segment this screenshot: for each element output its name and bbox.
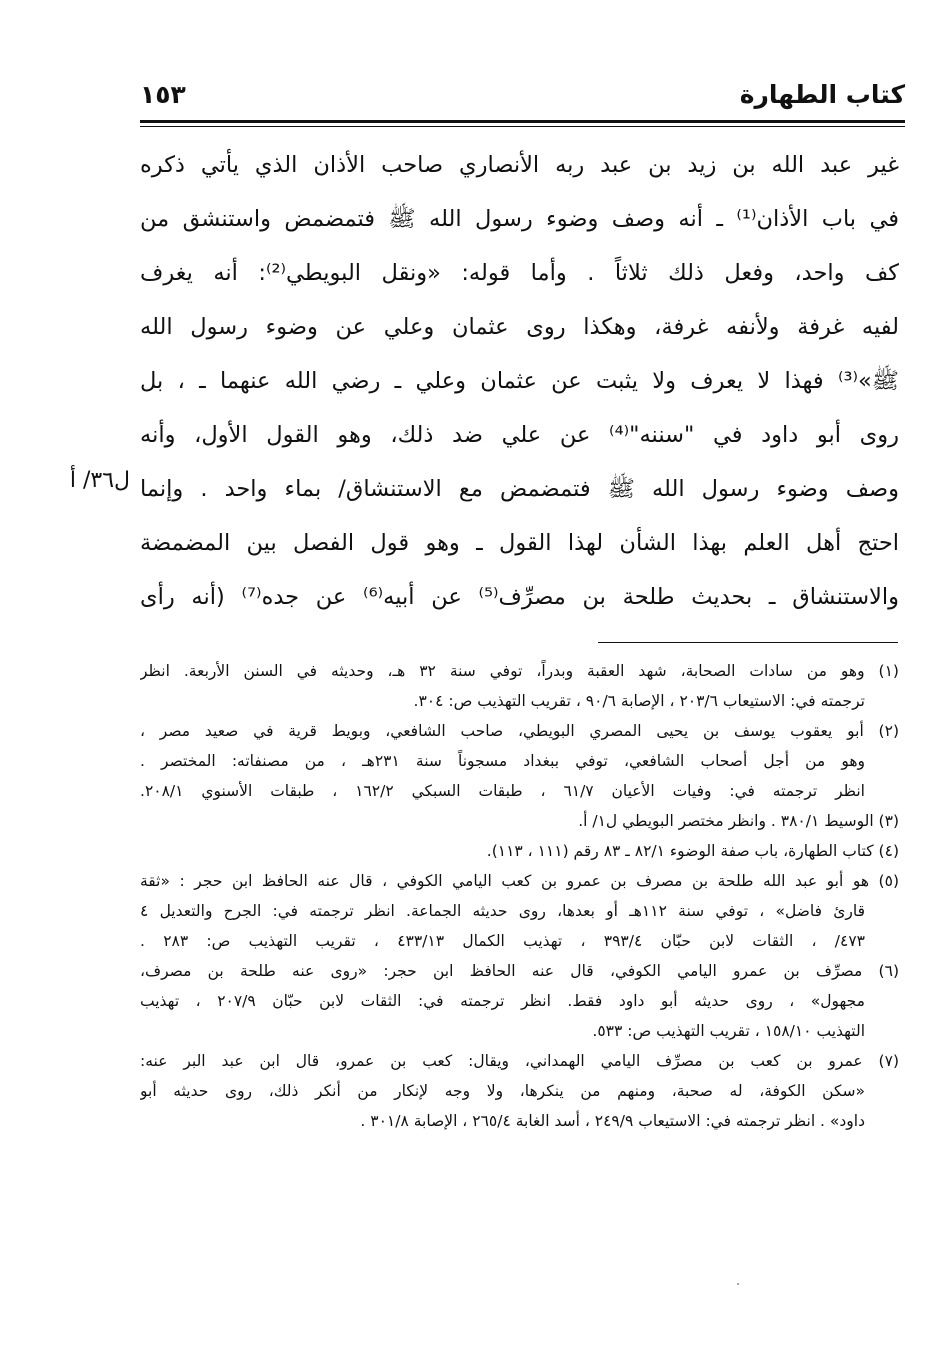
text-line: احتج أهل العلم بهذا الشأن لهذا القول ـ وهو قول الفصل بين المضمضة [140, 530, 899, 556]
text-line: غير عبد الله بن زيد بن عبد ربه الأنصاري صاحب الأذان الذي يأتي ذكره [140, 152, 899, 178]
footnote-line: انظر ترجمته في: وفيات الأعيان ٦١/٧ ، طبقات السبكي ١٦٢/٢ ، طبقات الأسنوي ٢٠٨/١. [140, 782, 865, 800]
text-line: لفيه غرفة ولأنفه غرفة، وهكذا روى عثمان وعلي عن وضوء رسول الله [140, 314, 899, 340]
main-text [140, 138, 899, 624]
footnote-line: (٤) كتاب الطهارة، باب صفة الوضوء ٨٢/١ ـ ٨٣ رقم (١١١ ، ١١٣). [486, 842, 899, 860]
text-line: في باب الأذان⁽¹⁾ ـ أنه وصف وضوء رسول الله ﷺ فتمضمض واستنشق من [140, 206, 899, 232]
footnote-line: (٥) هو أبو عبد الله طلحة بن مصرف بن عمرو بن كعب اليامي الكوفي ، قال عنه الحافظ ابن حجر : «ثقة [140, 872, 899, 890]
footnote-line: مجهول» ، روى حديثه أبو داود فقط. انظر ترجمته في: الثقات لابن حبّان ٢٠٧/٩ ، تهذيب [140, 992, 865, 1010]
footnote-line: داود» . انظر ترجمته في: الاستيعاب ٢٤٩/٩ ، أسد الغابة ٢٦٥/٤ ، الإصابة ٣٠١/٨ . [360, 1112, 865, 1130]
text-line: وصف وضوء رسول الله ﷺ فتمضمض مع الاستنشاق/ بماء واحد . وإنما [140, 476, 899, 502]
footnote-line: (٣) الوسيط ٣٨٠/١ . وانظر مختصر البويطي ل١/ أ. [578, 812, 899, 830]
footnote-line: (١) وهو من سادات الصحابة، شهد العقبة وبدراً، توفي سنة ٣٢ هـ، وحديثه في السنن الأربعة. انظر [140, 662, 899, 680]
page-number: ١٥٣ [140, 80, 186, 109]
footnote-separator [598, 642, 898, 643]
footnote-line: ٤٧٣/ ، الثقات لابن حبّان ٣٩٣/٤ ، تهذيب الكمال ٤٣٣/١٣ ، تقريب التهذيب ص: ٢٨٣ . [140, 932, 865, 950]
footnote-line: التهذيب ١٥٨/١٠ ، تقريب التهذيب ص: ٥٣٣. [592, 1022, 865, 1040]
footnote-line: قارئ فاضل» ، توفي سنة ١١٢هـ أو بعدها، روى حديثه الجماعة. انظر ترجمته في: الجرح والتعديل ٤ [140, 902, 866, 920]
footnote-line: (٦) مصرِّف بن عمرو اليامي الكوفي، قال عنه الحافظ ابن حجر: «روى عنه طلحة بن مصرف، [140, 962, 899, 980]
footnotes [140, 656, 899, 1136]
text-line: ﷺ»⁽³⁾ فهذا لا يعرف ولا يثبت عن عثمان وعلي ـ رضي الله عنهما ـ ، بل [140, 368, 899, 394]
manuscript-folio-reference: ل٣٦/ أ [69, 468, 130, 493]
page-header [140, 80, 905, 116]
footnote-line: (٧) عمرو بن كعب بن مصرِّف اليامي الهمداني، ويقال: كعب بن عمرو، قال ابن عبد البر عنه: [140, 1052, 899, 1070]
text-line: روى أبو داود في "سننه"⁽⁴⁾ عن علي ضد ذلك، وهو القول الأول، وأنه [140, 422, 899, 448]
header-rule-thin [140, 126, 905, 127]
text-line: والاستنشاق ـ بحديث طلحة بن مصرِّف⁽⁵⁾ عن أبيه⁽⁶⁾ عن جده⁽⁷⁾ (أنه رأى [140, 584, 899, 610]
footnote-line: (٢) أبو يعقوب يوسف بن يحيى المصري البويطي، صاحب الشافعي، وبويط قرية في صعيد مصر ، [140, 722, 899, 740]
header-rule-thick [140, 120, 905, 123]
footnote-line: «سكن الكوفة، له صحبة، ومنهم من ينكرها، ولا وجه لإنكار من أنكر ذلك، روى حديثه أبو [140, 1082, 865, 1100]
footnote-line: وهو من أجل أصحاب الشافعي، توفي ببغداد مسجوناً سنة ٢٣١هـ ، من مصنفاته: المختصر . [140, 752, 865, 770]
text-line: كف واحد، وفعل ذلك ثلاثاً . وأما قوله: «ونقل البويطي⁽²⁾: أنه يغرف [140, 260, 899, 286]
footnote-line: ترجمته في: الاستيعاب ٢٠٣/٦ ، الإصابة ٩٠/٦ ، تقريب التهذيب ص: ٣٠٤. [413, 692, 865, 710]
chapter-title: كتاب الطهارة [739, 80, 905, 109]
page-speck [737, 1283, 739, 1285]
